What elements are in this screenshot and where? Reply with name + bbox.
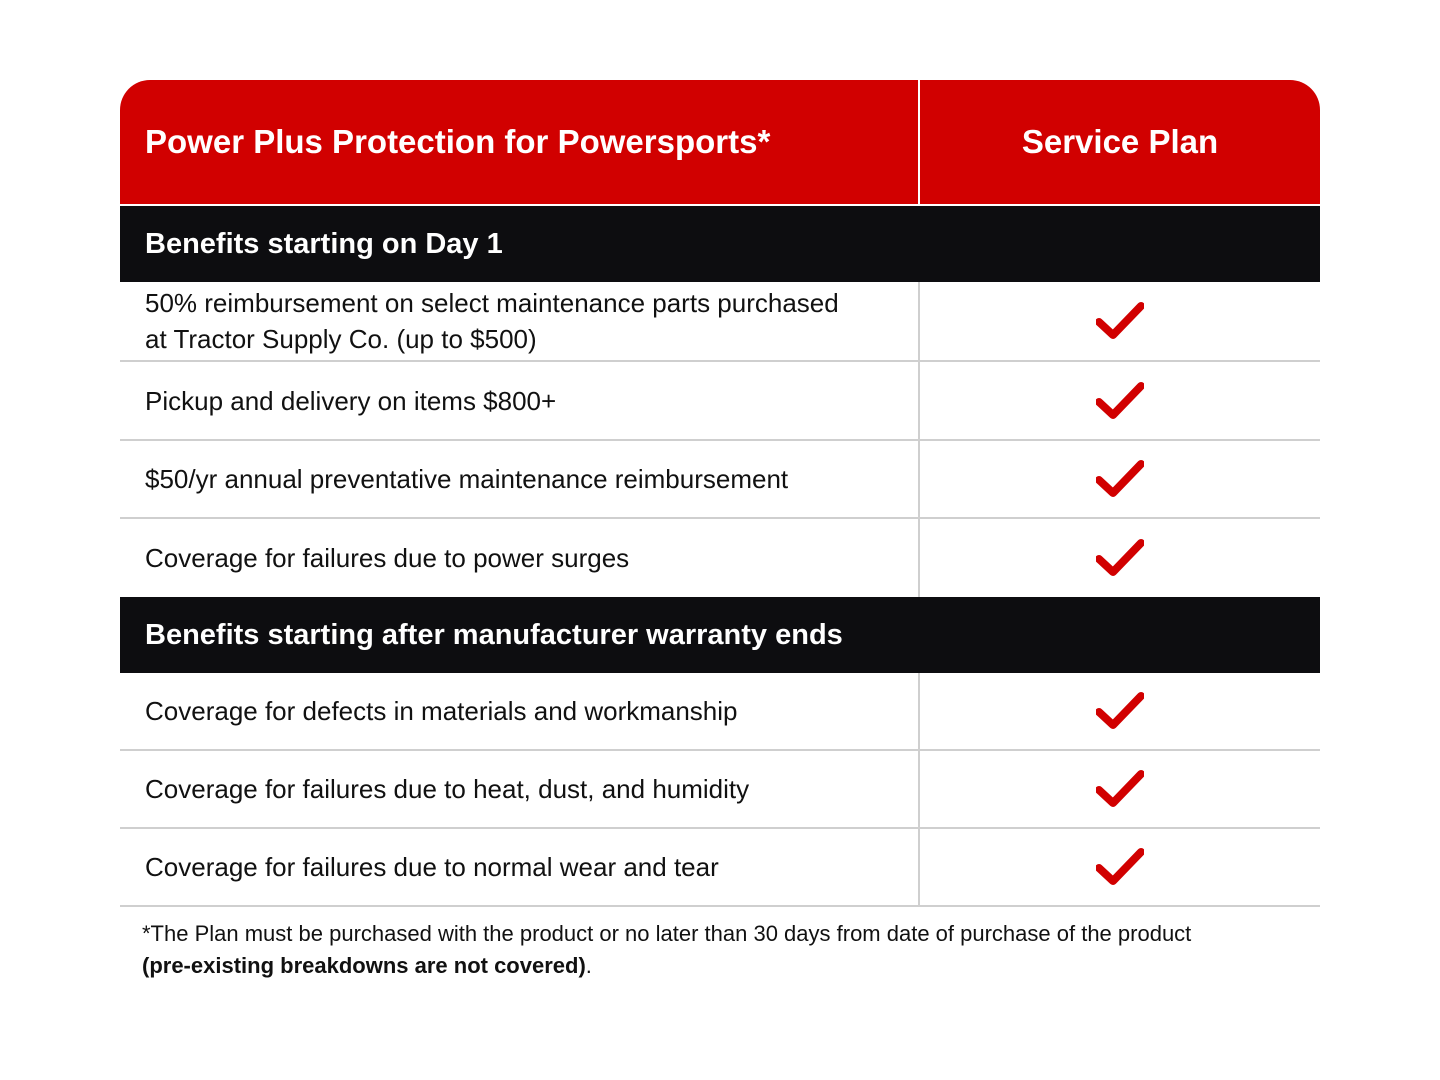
row-label: $50/yr annual preventative maintenance reimbursement: [120, 441, 920, 517]
footnote-bold: (pre-existing breakdowns are not covered): [142, 953, 586, 978]
table-row: [120, 441, 1320, 519]
row-label: Coverage for failures due to power surges: [120, 519, 920, 597]
footnote: [142, 918, 1322, 982]
table-row: [120, 282, 1320, 362]
row-label: [120, 282, 920, 360]
table-row: [120, 673, 1320, 751]
check-icon: [920, 673, 1320, 749]
check-icon: [920, 362, 1320, 439]
table-header: [120, 80, 1320, 206]
table-row: [120, 519, 1320, 597]
table-row: [120, 362, 1320, 441]
row-label-line-1: 50% reimbursement on select maintenance parts purchased: [145, 288, 839, 318]
row-label: Coverage for failures due to normal wear and tear: [120, 829, 920, 905]
check-icon: [920, 519, 1320, 597]
section-header-after-warranty: Benefits starting after manufacturer warranty ends: [120, 597, 1320, 673]
table-row: [120, 751, 1320, 829]
check-icon: [920, 751, 1320, 827]
check-icon: [920, 282, 1320, 360]
column-header-service-plan: Service Plan: [1021, 123, 1219, 160]
table-title: Power Plus Protection for Powersports*: [120, 80, 920, 204]
footnote-text: *The Plan must be purchased with the product or no later than 30 days from date of purchase of the product: [142, 921, 1192, 946]
table-row: [120, 829, 1320, 907]
check-icon: [920, 441, 1320, 517]
row-label: Coverage for defects in materials and workmanship: [120, 673, 920, 749]
footnote-end: .: [585, 953, 592, 978]
row-label: Coverage for failures due to heat, dust, and humidity: [120, 751, 920, 827]
check-icon: [920, 829, 1320, 905]
row-label: Pickup and delivery on items $800+: [120, 362, 920, 439]
row-label-line-2: at Tractor Supply Co. (up to $500): [145, 324, 537, 354]
comparison-table: [120, 80, 1320, 907]
section-header-day-1: Benefits starting on Day 1: [120, 206, 1320, 282]
